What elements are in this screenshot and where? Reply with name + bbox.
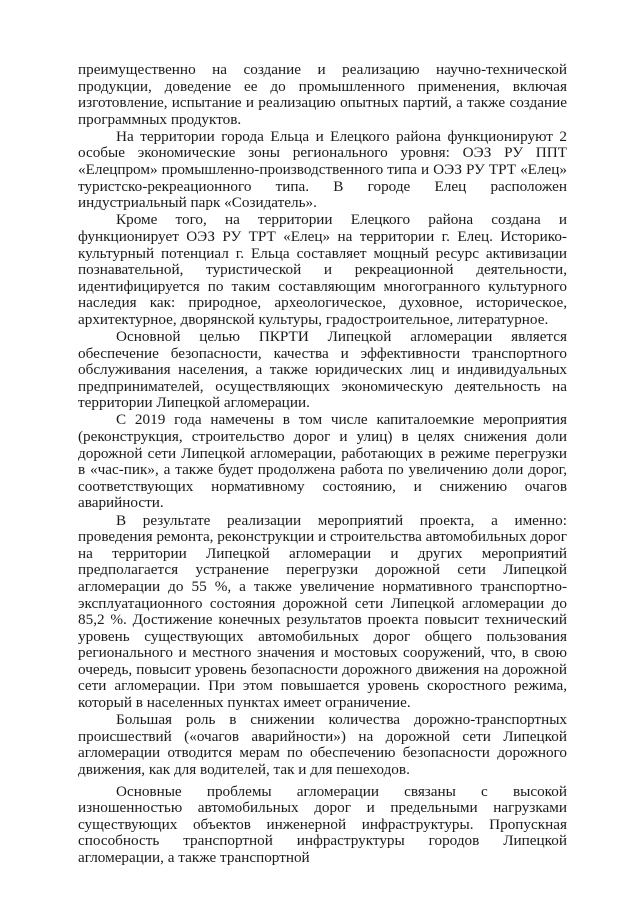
paragraph-project-results: В результате реализации мероприятий проекта, а именно: проведения ремонта, реконструкции и строительства автомобильных дорог на территории Липецкой агломерации и других мероприятий предполагается устранение перегрузки дорожной сети Липецкой агломерации до 55 %, а также увеличение нормативного транспортно-эксплуатационного состояния дорожной сети Липецкой агломерации до 85,2 %. Достижение конечных результатов проекта повысит технический уровень существующих автомобильных дорог общего пользования регионального и местного значения и мостовых сооружений, что, в свою очередь, повысит уровень безопасности дорожного движения на дорожной сети агломерации. При этом повышается уровень скоростного режима, который в населенных пунктах имеет ограничение. <box>78 511 567 712</box>
paragraph-special-economic-zones: На территории города Ельца и Елецкого района функционируют 2 особые экономические зоны регионального уровня: ОЭЗ РУ ППТ «Елецпром» промышленно-производственного типа и ОЭЗ РУ ТРТ «Елец» туристско-рекреационного типа. В городе Елец расположен индустриальный парк «Созидатель». <box>78 127 567 212</box>
paragraph-main-problems: Основные проблемы агломерации связаны с высокой изношенностью автомобильных дорог и предельными нагрузками существующих объектов инженерной инфраструктуры. Пропускная способность транспортной инфраструктуры городов Липецкой агломерации, а также транспортной <box>78 782 567 866</box>
paragraph-continuation: преимущественно на создание и реализацию научно-технической продукции, доведение ее до промышленного применения, включая изготовление, испытание и реализацию опытных партий, а также создание программных продуктов. <box>78 61 567 128</box>
paragraph-main-goal: Основной целью ПКРТИ Липецкой агломерации является обеспечение безопасности, качества и эффективности транспортного обслуживания населения, а также юридических лиц и индивидуальных предпринимателей, осуществляющих экономическую деятельность на территории Липецкой агломерации. <box>78 328 567 412</box>
paragraph-historical-cultural-potential: Кроме того, на территории Елецкого района создана и функционирует ОЭЗ РУ ТРТ «Елец» на территории г. Елец. Историко-культурный потенциал г. Ельца составляет мощный ресурс активизации познавательной, туристической и рекреационной деятельности, идентифицируется по таким составляющим многогранного культурного наследия как: природное, археологическое, духовное, историческое, архитектурное, дворянской культуры, градостроительное, литературное. <box>78 211 567 328</box>
paragraph-2019-measures: С 2019 года намечены в том числе капиталоемкие мероприятия (реконструкция, строительство дорог и улиц) в целях снижения доли дорожной сети Липецкой агломерации, работающих в режиме перегрузки в «час-пик», а также будет продолжена работа по увеличению доли дорог, соответствующих нормативному состоянию, и снижению очагов аварийности. <box>78 411 567 512</box>
document-page <box>78 62 567 867</box>
paragraph-road-safety: Большая роль в снижении количества дорожно-транспортных происшествий («очагов аварийности») на дорожной сети Липецкой агломерации отводится мерам по обеспечению безопасности дорожного движения, как для водителей, так и для пешеходов. <box>78 711 567 778</box>
